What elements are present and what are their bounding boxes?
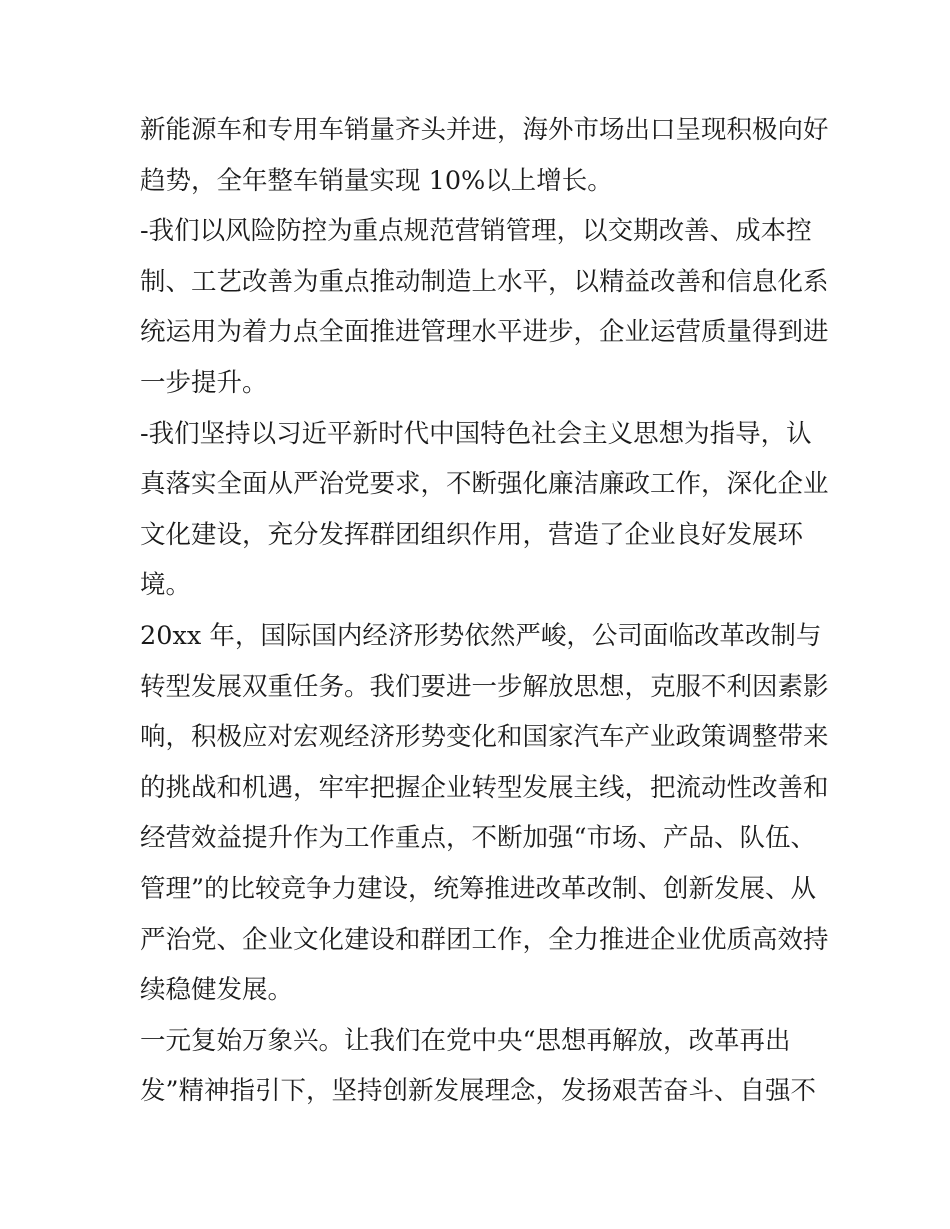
- text-line: 一步提升。: [140, 367, 268, 398]
- text-line: 真落实全面从严治党要求，不断强化廉洁廉政工作，深化企业: [140, 469, 829, 500]
- text-line: 新能源车和专用车销量齐头并进，海外市场出口呈现积极向好: [140, 115, 829, 145]
- text-line: 20xx 年，国际国内经济形势依然严峻，公司面临改革改制与: [140, 620, 822, 651]
- text-line: 转型发展双重任务。我们要进一步解放思想，克服不利因素影: [140, 671, 829, 702]
- text-line: 响，积极应对宏观经济形势变化和国家汽车产业政策调整带来: [140, 722, 829, 753]
- text-line: 严治党、企业文化建设和群团工作，全力推进企业优质高效持: [140, 924, 829, 955]
- text-line: 统运用为着力点全面推进管理水平进步，企业运营质量得到进: [140, 317, 829, 348]
- text-line: -我们坚持以习近平新时代中国特色社会主义思想为指导，认: [140, 418, 812, 449]
- text-line: 经营效益提升作为工作重点，不断加强“市场、产品、队伍、: [140, 823, 817, 854]
- text-line: -我们以风险防控为重点规范营销管理，以交期改善、成本控: [140, 216, 812, 247]
- text-line: 一元复始万象兴。让我们在党中央“思想再解放，改革再出: [140, 1025, 791, 1056]
- text-line: 管理”的比较竞争力建设，统筹推进改革改制、创新发展、从: [140, 873, 817, 904]
- text-line: 境。: [140, 570, 192, 601]
- text-line: 的挑战和机遇，牢牢把握企业转型发展主线，把流动性改善和: [140, 772, 829, 803]
- text-line: 文化建设，充分发挥群团组织作用，营造了企业良好发展环: [140, 519, 804, 550]
- text-line: 续稳健发展。: [140, 975, 294, 1006]
- text-line: 发”精神指引下，坚持创新发展理念，发扬艰苦奋斗、自强不: [140, 1076, 817, 1107]
- document-body: [140, 105, 840, 1117]
- text-line: 趋势，全年整车销量实现 10%以上增长。: [140, 165, 613, 196]
- text-line: 制、工艺改善为重点推动制造上水平，以精益改善和信息化系: [140, 266, 829, 297]
